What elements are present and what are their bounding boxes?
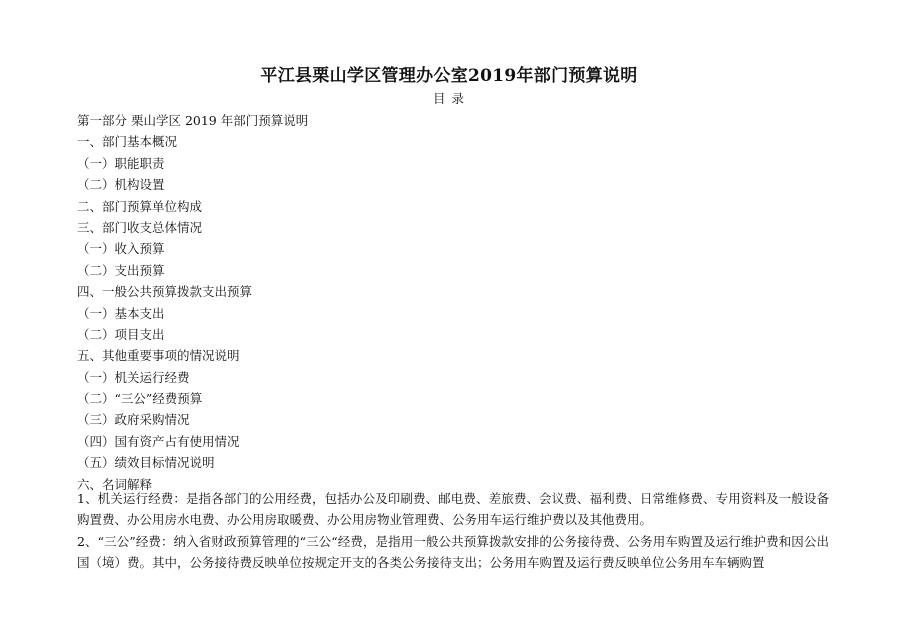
toc-item: （三）政府采购情况 xyxy=(77,412,190,428)
definitions-section xyxy=(77,488,829,574)
toc-item: 第一部分 栗山学区 2019 年部门预算说明 xyxy=(77,113,309,128)
toc-item: （二）机构设置 xyxy=(77,177,165,193)
toc-item: （二）项目支出 xyxy=(77,326,165,342)
toc-item: 五、其他重要事项的情况说明 xyxy=(77,348,240,364)
toc-item: 四、一般公共预算拨款支出预算 xyxy=(77,284,253,300)
toc-item: 一、部门基本概况 xyxy=(77,134,178,150)
toc-item: （一）收入预算 xyxy=(77,241,165,257)
toc-item: （一）基本支出 xyxy=(77,305,165,321)
toc-item: （四）国有资产占有使用情况 xyxy=(77,433,240,449)
table-of-contents xyxy=(77,110,837,495)
toc-item: （五）绩效目标情况说明 xyxy=(77,455,215,471)
toc-heading: 目 录 xyxy=(433,91,465,106)
toc-item: （一）职能职责 xyxy=(77,155,165,171)
document-title: 平江县栗山学区管理办公室2019年部门预算说明 xyxy=(260,66,638,86)
toc-item: （二）“三公”经费预算 xyxy=(77,391,203,407)
definition-paragraph: 1、机关运行经费：是指各部门的公用经费，包括办公及印刷费、邮电费、差旅费、会议费、福利费、日常维修费、专用资料及一般设备购置费、办公用房水电费、办公用房取暖费、办公用房物业管理费、公务用车运行维护费以及其他费用。 xyxy=(77,491,829,528)
toc-item: 二、部门预算单位构成 xyxy=(77,198,203,214)
toc-item: 三、部门收支总体情况 xyxy=(77,219,203,235)
toc-item: （二）支出预算 xyxy=(77,262,165,278)
definition-paragraph: 2、“三公”经费：纳入省财政预算管理的“三公“经费，是指用一般公共预算拨款安排的公务接待费、公务用车购置及运行维护费和因公出国（境）费。其中，公务接待费反映单位按规定开支的各类公务接待支出；公务用车购置及运行费反映单位公务用车车辆购置 xyxy=(77,533,829,571)
toc-item: （一）机关运行经费 xyxy=(77,369,190,385)
toc-item: 六、名词解释 xyxy=(77,476,153,492)
